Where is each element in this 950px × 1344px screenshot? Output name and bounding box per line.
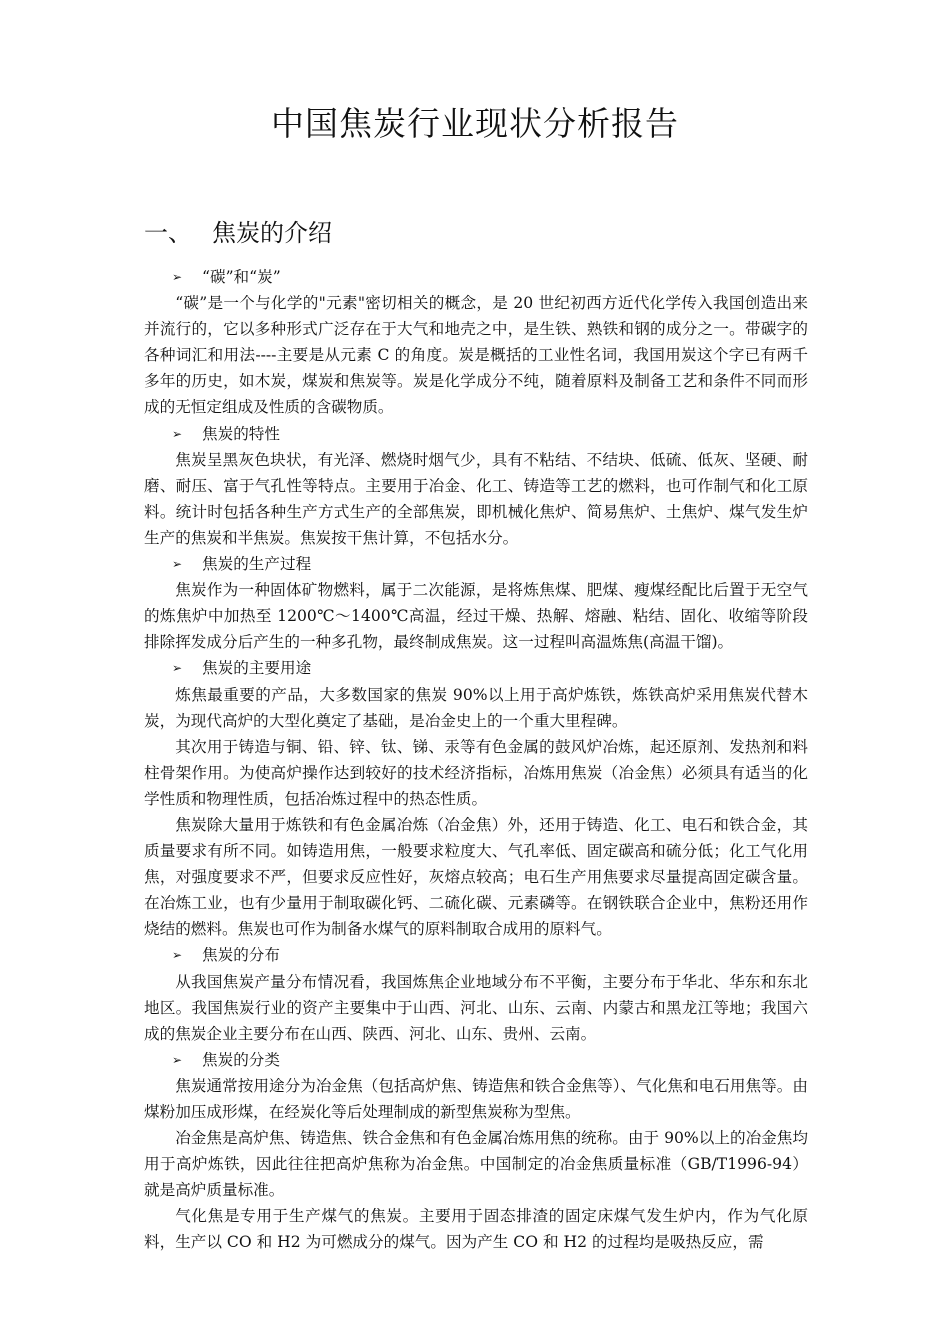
bullet-item [144,421,808,447]
section-heading-text: 焦炭的介绍 [212,219,332,247]
paragraph: 从我国焦炭产量分布情况看，我国炼焦企业地域分布不平衡，主要分布于华北、华东和东北地区。我国焦炭行业的资产主要集中于山西、河北、山东、云南、内蒙古和黑龙江等地；我国六成的焦炭企业主要分布在山西、陕西、河北、山东、贵州、云南。 [144,972,808,1043]
paragraph: 其次用于铸造与铜、铅、锌、钛、锑、汞等有色金属的鼓风炉冶炼，起还原剂、发热剂和料柱骨架作用。为使高炉操作达到较好的技术经济指标，冶炼用焦炭（冶金焦）必须具有适当的化学性质和物理性质，包括冶炼过程中的热态性质。 [144,737,808,808]
arrow-bullet-icon: ➢ [172,270,183,284]
arrow-bullet-icon: ➢ [172,426,183,441]
section-number: 一、 [144,219,192,247]
document-title: 中国焦炭行业现状分析报告 [271,104,679,143]
bullet-text: “碳”和“炭” [202,268,281,286]
bullet-item [144,264,808,290]
bullet-item [144,942,808,968]
arrow-bullet-icon: ➢ [172,557,183,572]
paragraph: 焦炭呈黑灰色块状，有光泽、燃烧时烟气少，具有不粘结、不结块、低硫、低灰、坚硬、耐磨、耐压、富于气孔性等特点。主要用于冶金、化工、铸造等工艺的燃料，也可作制气和化工原料。统计时包括各种生产方式生产的全部焦炭，即机械化焦炉、简易焦炉、土焦炉、煤气发生炉生产的焦炭和半焦炭。焦炭按干焦计算，不包括水分。 [144,450,808,547]
bullet-text: 焦炭的主要用途 [202,659,312,678]
paragraph: 焦炭除大量用于炼铁和有色金属冶炼（冶金焦）外，还用于铸造、化工、电石和铁合金，其质量要求有所不同。如铸造用焦，一般要求粒度大、气孔率低、固定碳高和硫分低；化工气化用焦，对强度要求不严，但要求反应性好，灰熔点较高；电石生产用焦要求尽量提高固定碳含量。在冶炼工业，也有少量用于制取碳化钙、二硫化碳、元素磷等。在钢铁联合企业中，焦粉还用作烧结的燃料。焦炭也可作为制备水煤气的原料制取合成用的原料气。 [144,815,808,939]
bullet-item [144,1047,808,1073]
paragraph: “碳”是一个与化学的"元素"密切相关的概念，是 20 世纪初西方近代化学传入我国创造出来并流行的，它以多种形式广泛存在于大气和地壳之中，是生铁、熟铁和钢的成分之一。带碳字的各种词汇和用法----主要是从元素 C 的角度。炭是概括的工业性名词，我国用炭这个字已有两千多年的历史，如木炭，煤炭和焦炭等。炭是化学成分不纯，随着原料及制备工艺和条件不同而形成的无恒定组成及性质的含碳物质。 [144,294,808,417]
arrow-bullet-icon: ➢ [172,948,183,963]
bullet-item [144,655,808,681]
bullet-text: 焦炭的特性 [202,424,280,443]
bullet-item [144,551,808,577]
bullet-text: 焦炭的生产过程 [202,555,312,574]
arrow-bullet-icon: ➢ [172,1052,183,1067]
document-body [144,264,808,1256]
paragraph: 炼焦最重要的产品，大多数国家的焦炭 90%以上用于高炉炼铁，炼铁高炉采用焦炭代替木炭，为现代高炉的大型化奠定了基础，是冶金史上的一个重大里程碑。 [144,685,808,730]
paragraph: 气化焦是专用于生产煤气的焦炭。主要用于固态排渣的固定床煤气发生炉内，作为气化原料，生产以 CO 和 H2 为可燃成分的煤气。因为产生 CO 和 H2 的过程均是吸热反应，需 [144,1207,808,1252]
bullet-text: 焦炭的分类 [202,1050,280,1069]
section-heading [144,216,332,250]
bullet-text: 焦炭的分布 [202,946,280,965]
paragraph: 冶金焦是高炉焦、铸造焦、铁合金焦和有色金属冶炼用焦的统称。由于 90%以上的冶金焦均用于高炉炼铁，因此往往把高炉焦称为冶金焦。中国制定的冶金焦质量标准（GB/T1996-94）就是高炉质量标准。 [144,1129,808,1200]
paragraph: 焦炭作为一种固体矿物燃料，属于二次能源，是将炼焦煤、肥煤、瘦煤经配比后置于无空气的炼焦炉中加热至 1200℃～1400℃高温，经过干燥、热解、熔融、粘结、固化、收缩等阶段排除挥发成分后产生的一种多孔物，最终制成焦炭。这一过程叫高温炼焦(高温干馏)。 [144,581,808,652]
paragraph: 焦炭通常按用途分为冶金焦（包括高炉焦、铸造焦和铁合金焦等）、气化焦和电石用焦等。由煤粉加压成形煤，在经炭化等后处理制成的新型焦炭称为型焦。 [144,1076,808,1121]
arrow-bullet-icon: ➢ [172,661,183,676]
